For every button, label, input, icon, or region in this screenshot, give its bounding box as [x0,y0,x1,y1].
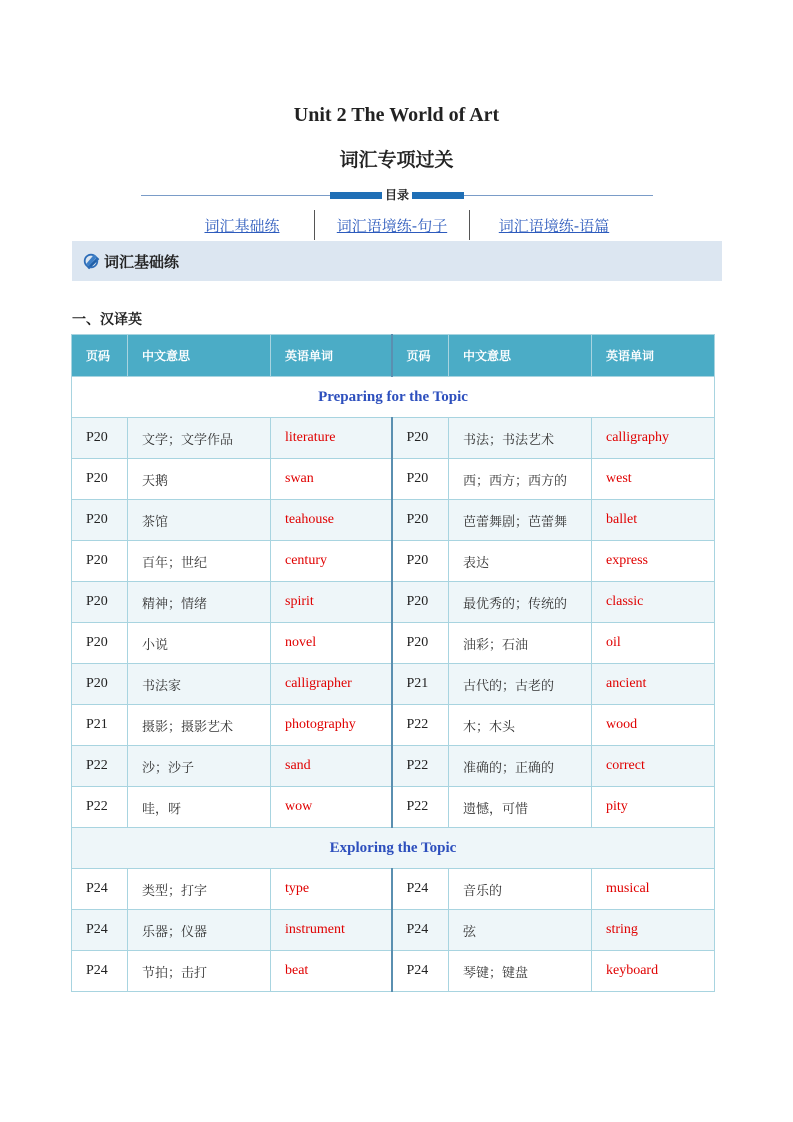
page-cell: P24 [72,951,128,992]
english-cell: swan [271,459,392,500]
topic-title: Preparing for the Topic [72,377,715,418]
english-cell: classic [592,582,715,623]
english-cell: pity [592,787,715,828]
chinese-cell: 表达 [449,541,592,582]
pen-icon [82,252,100,270]
header-page: 页码 [392,335,449,377]
toc-link-vocab-passage[interactable]: 词汇语境练-语篇 [498,217,610,235]
english-cell: beat [271,951,392,992]
page-cell: P20 [392,623,449,664]
page-cell: P22 [72,787,128,828]
english-cell: musical [592,869,715,910]
table-row [72,746,715,787]
chinese-cell: 乐器；仪器 [128,910,271,951]
page-cell: P22 [392,746,449,787]
page-cell: P22 [72,746,128,787]
exercise-heading: 一、汉译英 [72,312,142,328]
header-chinese: 中文意思 [128,335,271,377]
table-row [72,869,715,910]
chinese-cell: 百年；世纪 [128,541,271,582]
topic-title: Exploring the Topic [72,828,715,869]
chinese-cell: 书法；书法艺术 [449,418,592,459]
chinese-cell: 小说 [128,623,271,664]
english-cell: literature [271,418,392,459]
page-cell: P22 [392,787,449,828]
section-band [72,241,722,281]
chinese-cell: 文学；文学作品 [128,418,271,459]
toc-label: 目录 [382,186,412,203]
english-cell: correct [592,746,715,787]
page-cell: P24 [392,910,449,951]
english-cell: express [592,541,715,582]
page-cell: P21 [392,664,449,705]
page-cell: P21 [72,705,128,746]
table-row [72,459,715,500]
english-cell: novel [271,623,392,664]
english-cell: ancient [592,664,715,705]
table-row [72,705,715,746]
table-row [72,541,715,582]
chinese-cell: 哇，呀 [128,787,271,828]
page-cell: P20 [72,664,128,705]
english-cell: teahouse [271,500,392,541]
chinese-cell: 遗憾，可惜 [449,787,592,828]
chinese-cell: 沙；沙子 [128,746,271,787]
vocab-table [71,334,715,992]
toc-bar-right [412,192,464,199]
page-cell: P20 [72,459,128,500]
english-cell: photography [271,705,392,746]
english-cell: spirit [271,582,392,623]
toc-links [170,210,638,240]
page-cell: P20 [392,582,449,623]
toc-link-vocab-sentence[interactable]: 词汇语境练-句子 [315,210,470,240]
page-cell: P24 [392,951,449,992]
english-cell: keyboard [592,951,715,992]
table-row [72,787,715,828]
english-cell: century [271,541,392,582]
english-cell: instrument [271,910,392,951]
english-cell: oil [592,623,715,664]
page-subtitle: 词汇专项过关 [339,149,454,171]
topic-row [72,828,715,869]
page-cell: P20 [72,418,128,459]
header-chinese: 中文意思 [449,335,592,377]
page-cell: P20 [72,582,128,623]
page-cell: P24 [392,869,449,910]
chinese-cell: 节拍；击打 [128,951,271,992]
page-cell: P20 [392,418,449,459]
english-cell: calligraphy [592,418,715,459]
english-cell: west [592,459,715,500]
chinese-cell: 摄影；摄影艺术 [128,705,271,746]
chinese-cell: 茶馆 [128,500,271,541]
chinese-cell: 芭蕾舞剧；芭蕾舞 [449,500,592,541]
section-title: 词汇基础练 [104,252,180,271]
page-cell: P24 [72,869,128,910]
page-cell: P20 [72,500,128,541]
table-row [72,582,715,623]
header-english: 英语单词 [271,335,392,377]
table-row [72,623,715,664]
page-title: Unit 2 The World of Art [293,104,500,126]
english-cell: ballet [592,500,715,541]
header-page: 页码 [72,335,128,377]
table-row [72,418,715,459]
toc-bar-left [330,192,382,199]
table-row [72,664,715,705]
table-row [72,500,715,541]
page-cell: P20 [392,459,449,500]
page-cell: P20 [72,541,128,582]
chinese-cell: 书法家 [128,664,271,705]
page-cell: P20 [392,541,449,582]
english-cell: string [592,910,715,951]
chinese-cell: 天鹅 [128,459,271,500]
english-cell: wood [592,705,715,746]
page-cell: P20 [392,500,449,541]
table-row [72,951,715,992]
chinese-cell: 精神；情绪 [128,582,271,623]
english-cell: sand [271,746,392,787]
toc-link-vocab-basic[interactable]: 词汇基础练 [170,210,315,240]
chinese-cell: 类型；打字 [128,869,271,910]
english-cell: wow [271,787,392,828]
chinese-cell: 准确的；正确的 [449,746,592,787]
chinese-cell: 弦 [449,910,592,951]
chinese-cell: 西；西方；西方的 [449,459,592,500]
chinese-cell: 最优秀的；传统的 [449,582,592,623]
topic-row [72,377,715,418]
chinese-cell: 木；木头 [449,705,592,746]
page-cell: P20 [72,623,128,664]
english-cell: calligrapher [271,664,392,705]
chinese-cell: 油彩；石油 [449,623,592,664]
page-cell: P24 [72,910,128,951]
table-row [72,910,715,951]
chinese-cell: 音乐的 [449,869,592,910]
chinese-cell: 古代的；古老的 [449,664,592,705]
page-cell: P22 [392,705,449,746]
english-cell: type [271,869,392,910]
header-english: 英语单词 [592,335,715,377]
chinese-cell: 琴键；键盘 [449,951,592,992]
